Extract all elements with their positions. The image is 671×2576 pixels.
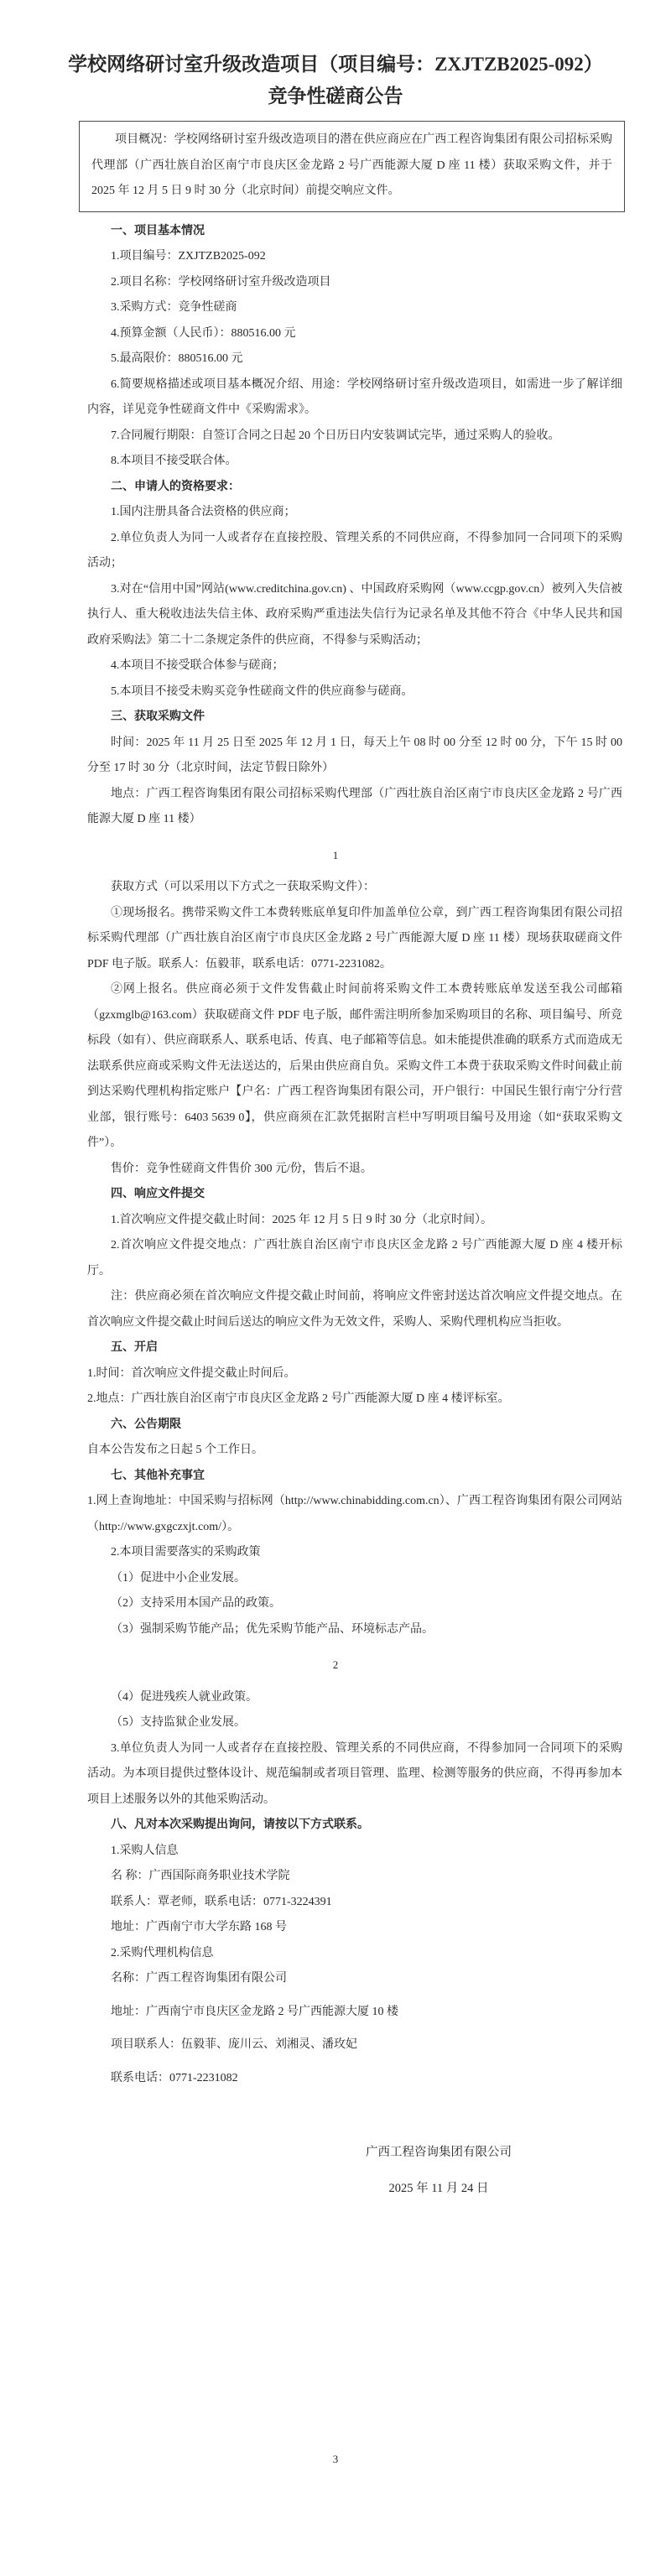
paragraph: 6.简要规格描述或项目基本概况介绍、用途：学校网络研讨室升级改造项目，如需进一步了解详细内容，详见竞争性磋商文件中《采购需求》。 [87,377,622,416]
paragraph: 2.采购代理机构信息 [111,1946,214,1959]
paragraph: 地址：广西南宁市良庆区金龙路 2 号广西能源大厦 10 楼 [111,2005,398,2018]
document-body [87,219,622,2092]
paragraph: 8.本项目不接受联合体。 [111,455,237,467]
paragraph: 7.合同履行期限：自签订合同之日起 20 个日历日内安装调试完毕，通过采购人的验收。 [111,429,560,442]
section-heading: 四、响应文件提交 [111,1188,205,1200]
section-heading: 五、开启 [111,1341,158,1354]
paragraph: 注：供应商必须在首次响应文件提交截止时间前，将响应文件密封送达首次响应文件提交地点。在首次响应文件提交截止时间后送达的响应文件为无效文件，采购人、采购代理机构应当拒收。 [87,1290,622,1329]
paragraph: 2.本项目需要落实的采购政策 [111,1546,261,1559]
paragraph: 项目联系人：伍毅菲、庞川云、刘湘灵、潘玫妃 [111,2038,357,2051]
page-number: 1 [332,848,339,861]
section-heading: 一、项目基本情况 [111,224,205,237]
section-heading: 七、其他补充事宜 [111,1469,205,1482]
paragraph: 2.地点：广西壮族自治区南宁市良庆区金龙路 2 号广西能源大厦 D 座 4 楼评标室。 [87,1392,510,1405]
project-overview-text: 项目概况：学校网络研讨室升级改造项目的潜在供应商应在广西工程咨询集团有限公司招标采购代理部（广西壮族自治区南宁市良庆区金龙路 2 号广西能源大厦 D 座 11 楼）获取采购文件，并于 2025 年 12 月 5 日 9 时 30 分（北京时间）前提交响应文件。 [91,133,612,197]
paragraph: （2）支持采用本国产品的政策。 [111,1597,281,1610]
paragraph: 名称：广西工程咨询集团有限公司 [111,1972,287,1985]
paragraph: ①现场报名。携带采购文件工本费转账底单复印件加盖单位公章，到广西工程咨询集团有限公司招标采购代理部（广西壮族自治区南宁市良庆区金龙路 2 号广西能源大厦 D 座 11 楼）现场获取磋商文件 PDF 电子版。联系人：伍毅菲，联系电话：0771-2231082。 [87,906,622,971]
paragraph: 4.预算金额（人民币）：880516.00 元 [111,326,296,340]
paragraph: 5.本项目不接受未购买竞争性磋商文件的供应商参与磋商。 [111,684,414,698]
paragraph: 地点：广西工程咨询集团有限公司招标采购代理部（广西壮族自治区南宁市良庆区金龙路 2 号广西能源大厦 D 座 11 楼） [87,787,622,825]
paragraph: 4.本项目不接受联合体参与磋商； [111,659,284,672]
page-number: 2 [332,1658,339,1671]
paragraph: 联系电话：0771-2231082 [111,2071,238,2084]
paragraph: 时间：2025 年 11 月 25 日至 2025 年 12 月 1 日，每天上午 08 时 00 分至 12 时 00 分，下午 15 时 00 分至 17 时 30 分（北京时间，法定节假日除外） [87,736,622,774]
paragraph: 3.对在“信用中国”网站(www.creditchina.gov.cn) 、中国政府采购网（www.ccgp.gov.cn）被列入失信被执行人、重大税收违法失信主体、政府采购严重违法失信行为记录名单及其他不符合《中华人民共和国政府采购法》第二十二条规定条件的供应商，不得参与采购活动； [87,582,622,647]
paragraph: 1.网上查询地址：中国采购与招标网（http://www.chinabidding.com.cn）、广西工程咨询集团有限公司网站（http://www.gxgczxjt.com/）。 [87,1495,622,1533]
paragraph: 1.项目编号：ZXJTZB2025-092 [111,250,266,263]
paragraph: 3.单位负责人为同一人或者存在直接控股、管理关系的不同供应商，不得参加同一合同项下的采购活动。为本项目提供过整体设计、规范编制或者项目管理、监理、检测等服务的供应商，不得再参加本项目上述服务以外的其他采购活动。 [87,1741,622,1806]
signature-block [366,2140,512,2201]
paragraph: 1.时间：首次响应文件提交截止时间后。 [87,1366,296,1380]
section-heading: 六、公告期限 [111,1418,181,1431]
paragraph: （3）强制采购节能产品；优先采购节能产品、环境标志产品。 [111,1622,434,1636]
paragraph: （5）支持监狱企业发展。 [111,1716,246,1729]
paragraph: 2.首次响应文件提交地点：广西壮族自治区南宁市良庆区金龙路 2 号广西能源大厦 D 座 4 楼开标厅。 [87,1239,622,1278]
paragraph: 地址：广西南宁市大学东路 168 号 [111,1921,287,1933]
paragraph: 2.单位负责人为同一人或者存在直接控股、管理关系的不同供应商，不得参加同一合同项下的采购活动； [87,531,622,570]
paragraph: 1.采购人信息 [111,1844,179,1857]
paragraph: 2.项目名称：学校网络研讨室升级改造项目 [111,275,331,289]
page-number: 3 [332,2453,339,2465]
paragraph: 5.最高限价：880516.00 元 [111,352,243,365]
section-heading: 二、申请人的资格要求： [111,480,240,493]
document-title-line1: 学校网络研讨室升级改造项目（项目编号：ZXJTZB2025-092） [68,54,603,75]
section-heading: 八、凡对本次采购提出询问，请按以下方式联系。 [111,1819,369,1831]
signature-date: 2025 年 11 月 24 日 [388,2182,489,2195]
paragraph: 获取方式（可以采用以下方式之一获取采购文件）： [111,881,375,893]
signature-organization: 广西工程咨询集团有限公司 [366,2146,512,2159]
paragraph: 联系人：覃老师，联系电话：0771-3224391 [111,1895,332,1908]
paragraph: 售价：竞争性磋商文件售价 300 元/份，售后不退。 [111,1162,372,1175]
project-overview-box [79,121,625,212]
paragraph: ②网上报名。供应商必须于文件发售截止时间前将采购文件工本费转账底单发送至我公司邮箱（gzxmglb@163.com）获取磋商文件 PDF 电子版，邮件需注明所参加采购项目的名称、项目编号、所竞标段（如有）、供应商联系人、联系电话、传真、电子邮箱等信息。如未能提供准确的联系方式而造成无法联系供应商或采购文件无法送达的，后果由供应商自负。采购文件工本费于获取采购文件时间截止前到达采购代理机构指定账户【户名：广西工程咨询集团有限公司，开户银行：中国民生银行南宁分行营业部，银行账号：6403 5639 0】，供应商须在汇款凭据附言栏中写明项目编号及用途（如“获取采购文件”）。 [87,983,622,1149]
paragraph: 自本公告发布之日起 5 个工作日。 [87,1444,263,1456]
paragraph: 名 称：广西国际商务职业技术学院 [111,1870,290,1882]
paragraph: 1.国内注册具备合法资格的供应商； [111,506,296,518]
paragraph: （1）促进中小企业发展。 [111,1571,246,1585]
paragraph: 1.首次响应文件提交截止时间：2025 年 12 月 5 日 9 时 30 分（北京时间）。 [111,1213,492,1226]
document-title-line2: 竞争性磋商公告 [268,86,403,107]
section-heading: 三、获取采购文件 [111,710,205,723]
paragraph: 3.采购方式：竞争性磋商 [111,301,237,314]
paragraph: （4）促进残疾人就业政策。 [111,1690,257,1704]
